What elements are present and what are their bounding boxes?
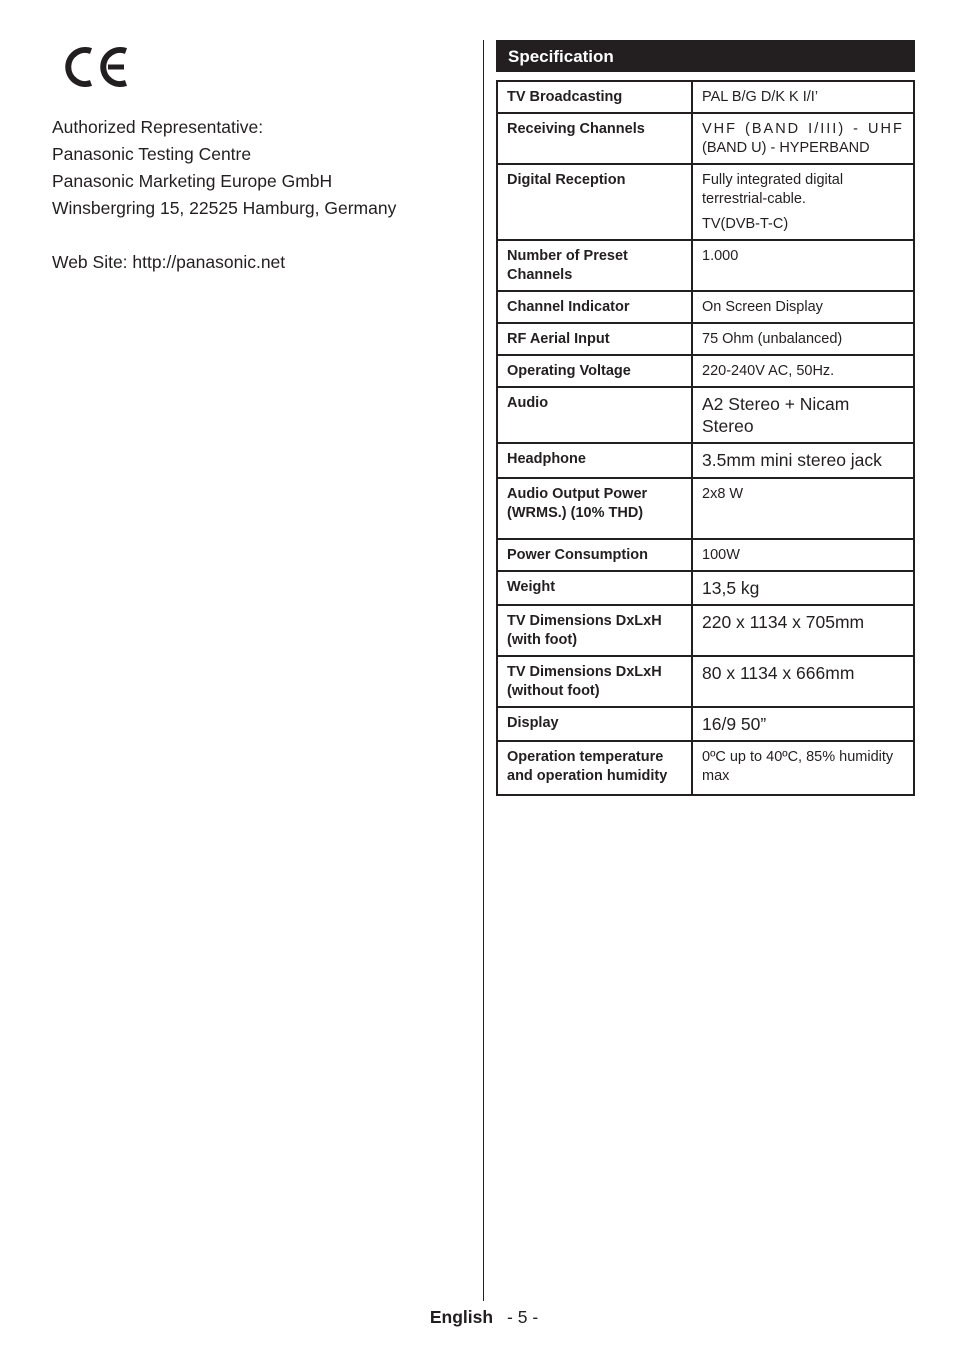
spec-title: Specification	[496, 40, 915, 72]
spec-label: Audio	[497, 387, 692, 443]
spec-value: 13,5 kg	[692, 571, 914, 605]
table-row	[497, 323, 914, 355]
table-row	[497, 81, 914, 113]
spec-value: PAL B/G D/K K I/I’	[692, 81, 914, 113]
spec-value-line: Fully integrated digital terrestrial-cable.	[702, 172, 844, 207]
rep-line: Winsbergring 15, 22525 Hamburg, Germany	[52, 198, 397, 218]
spec-label: Operation temperature and operation humidity	[497, 741, 692, 795]
spec-value-line: (BAND U) - HYPERBAND	[702, 140, 870, 156]
footer-language: English	[429, 1307, 494, 1327]
table-row	[497, 741, 914, 795]
table-row	[497, 605, 914, 656]
column-divider	[483, 40, 484, 1301]
rep-line: Authorized Representative:	[52, 117, 264, 137]
spec-value-line: VHF (BAND I/III) - UHF	[702, 121, 904, 137]
spec-value: 220 x 1134 x 705mm	[692, 605, 914, 656]
page-number: - 5 -	[507, 1307, 539, 1327]
spec-value: 100W	[692, 539, 914, 571]
table-row	[497, 164, 914, 240]
table-row	[497, 443, 914, 478]
table-row	[497, 478, 914, 539]
table-row	[497, 571, 914, 605]
spec-label: Digital Reception	[497, 164, 692, 240]
spec-table	[496, 80, 915, 796]
spec-value	[692, 113, 914, 164]
spec-label: TV Dimensions DxLxH (with foot)	[497, 605, 692, 656]
spec-value: 220-240V AC, 50Hz.	[692, 355, 914, 387]
spec-label: Power Consumption	[497, 539, 692, 571]
spec-label: Channel Indicator	[497, 291, 692, 323]
spec-label: Audio Output Power (WRMS.) (10% THD)	[497, 478, 692, 539]
spec-value: 16/9 50”	[692, 707, 914, 741]
website-text: Web Site: http://panasonic.net	[52, 252, 286, 272]
spec-value: 2x8 W	[692, 478, 914, 539]
rep-line: Panasonic Testing Centre	[52, 144, 252, 164]
spec-value	[692, 164, 914, 240]
table-row	[497, 387, 914, 443]
spec-label: Operating Voltage	[497, 355, 692, 387]
spec-value: 1.000	[692, 240, 914, 291]
table-row	[497, 707, 914, 741]
spec-value: On Screen Display	[692, 291, 914, 323]
spec-label: Weight	[497, 571, 692, 605]
table-row	[497, 355, 914, 387]
spec-value: 0ºC up to 40ºC, 85% humidity max	[692, 741, 914, 795]
spec-value: 3.5mm mini stereo jack	[692, 443, 914, 478]
spec-label: RF Aerial Input	[497, 323, 692, 355]
spec-label: Number of Preset Channels	[497, 240, 692, 291]
table-row	[497, 539, 914, 571]
spec-value: 80 x 1134 x 666mm	[692, 656, 914, 707]
spec-value: 75 Ohm (unbalanced)	[692, 323, 914, 355]
spec-value: A2 Stereo + Nicam Stereo	[692, 387, 914, 443]
ce-mark-icon	[58, 44, 130, 90]
spec-label: Headphone	[497, 443, 692, 478]
spec-label: TV Dimensions DxLxH (without foot)	[497, 656, 692, 707]
spec-label: Display	[497, 707, 692, 741]
spec-label: TV Broadcasting	[497, 81, 692, 113]
rep-line: Panasonic Marketing Europe GmbH	[52, 171, 333, 191]
table-row	[497, 656, 914, 707]
spec-label: Receiving Channels	[497, 113, 692, 164]
page-footer	[0, 1305, 954, 1329]
authorized-representative	[52, 114, 472, 222]
spec-value-line: TV(DVB-T-C)	[702, 216, 789, 232]
table-row	[497, 291, 914, 323]
table-row	[497, 113, 914, 164]
table-row	[497, 240, 914, 291]
